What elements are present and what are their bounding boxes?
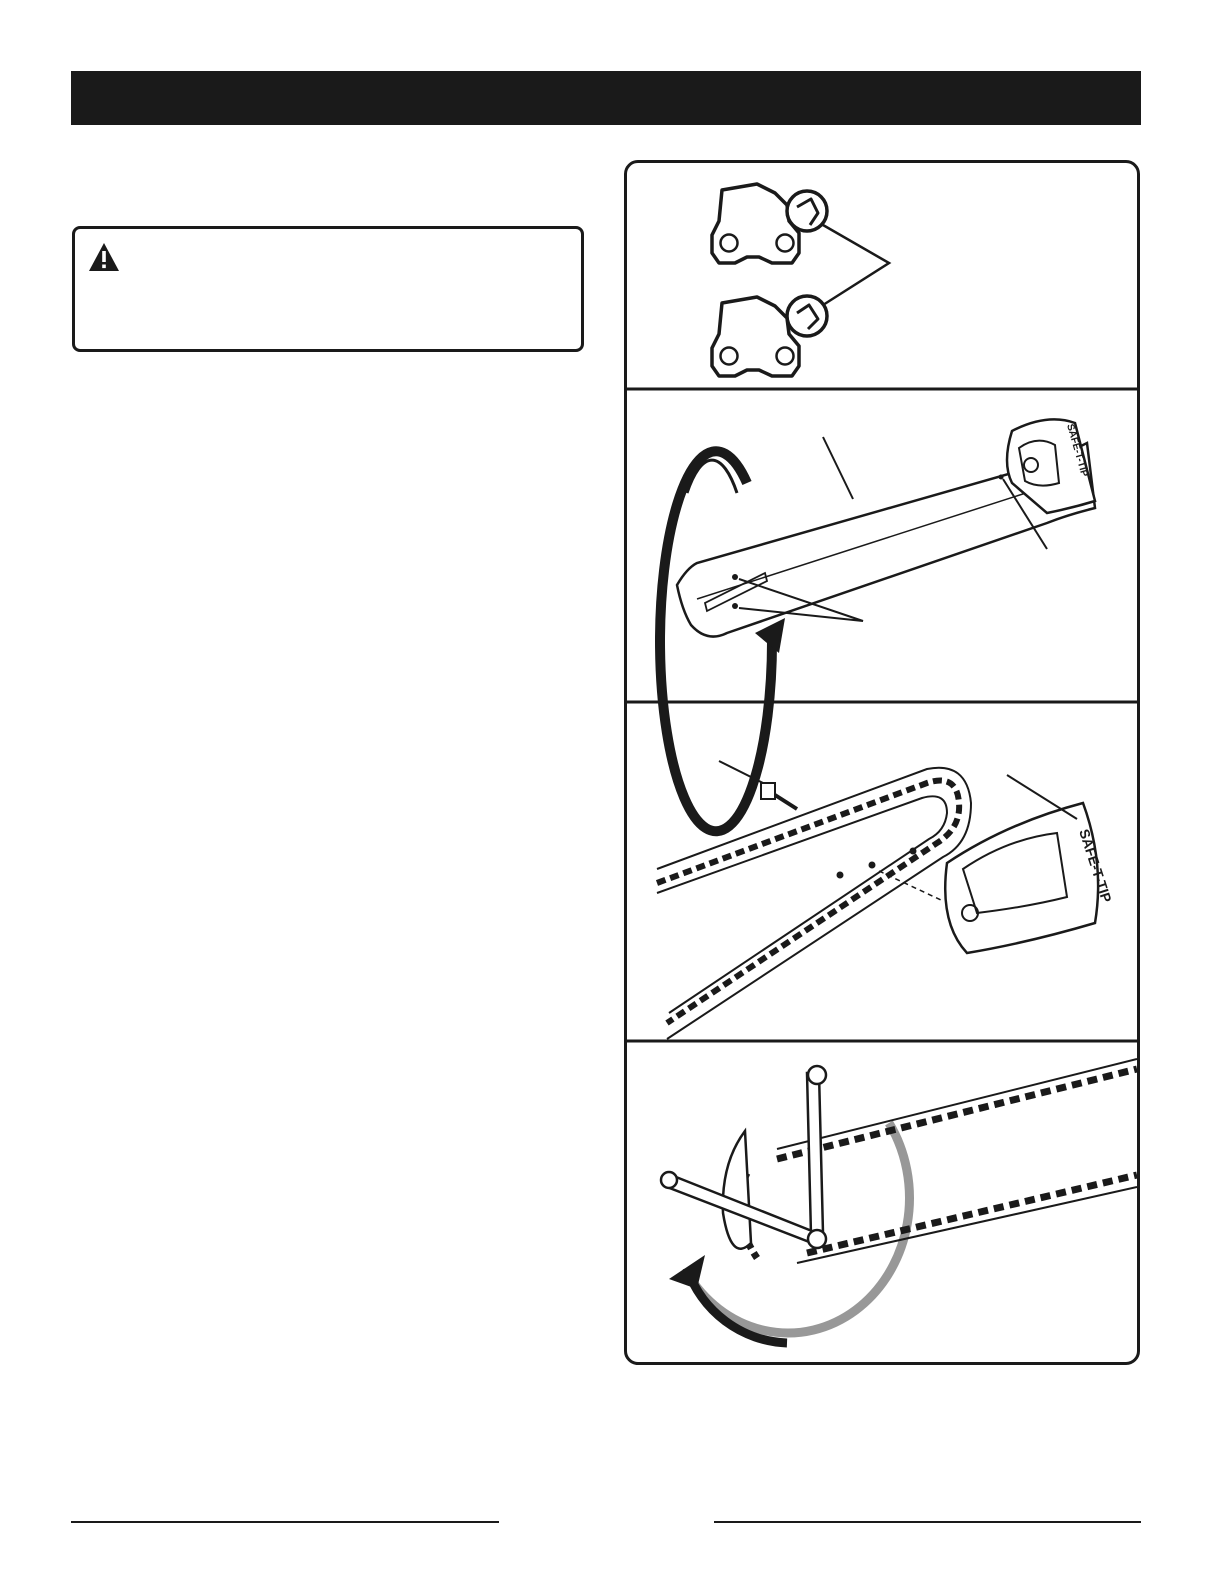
section-header-bar xyxy=(71,71,1141,125)
warning-box xyxy=(72,226,584,352)
chain-bar-illustration xyxy=(657,768,971,1039)
cutter-link-bottom xyxy=(712,296,827,376)
rotation-arrow-icon xyxy=(660,451,785,831)
figure-illustrations xyxy=(627,163,1137,1362)
assembly-guide-line xyxy=(879,871,943,901)
tip-callout-line xyxy=(1007,775,1077,819)
safe-t-tip-text: SAFE-T-TIP xyxy=(1064,422,1090,479)
cutter-callout-line xyxy=(823,225,889,305)
warning-triangle-icon xyxy=(87,241,121,273)
cutter-link-top xyxy=(712,184,827,263)
safe-t-tip-part-illustration xyxy=(945,803,1115,953)
bar-callout-line xyxy=(823,437,853,499)
footer-rule-left xyxy=(71,1521,499,1523)
figure-panel xyxy=(624,160,1140,1365)
safe-t-tip-text: SAFE-T-TIP xyxy=(1076,826,1115,905)
footer-rule-right xyxy=(714,1521,1141,1523)
